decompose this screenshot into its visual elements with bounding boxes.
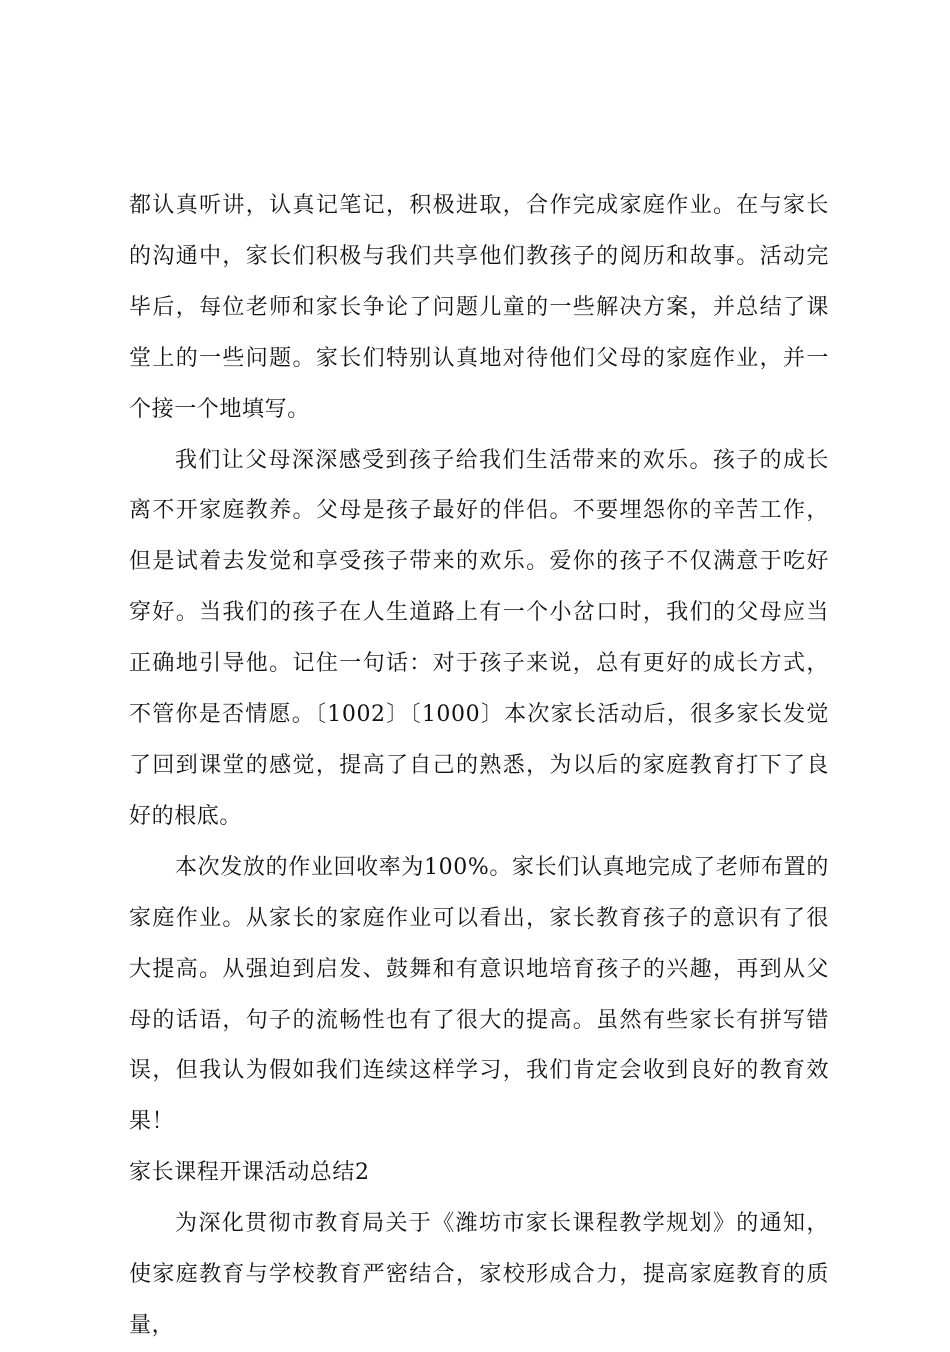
paragraph-continuation: 都认真听讲，认真记笔记，积极进取，合作完成家庭作业。在与家长的沟通中，家长们积极与我们共享他们教孩子的阅历和故事。活动完毕后，每位老师和家长争论了问题儿童的一些解决方案，并总结了课堂上的一些问题。家长们特别认真地对待他们父母的家庭作业，并一个接一个地填写。 bbox=[129, 193, 829, 422]
section-heading: 家长课程开课活动总结2 bbox=[129, 1160, 370, 1186]
paragraph-section-intro: 为深化贯彻市教育局关于《潍坊市家长课程教学规划》的通知，使家庭教育与学校教育严密结合，家校形成合力，提高家庭教育的质量， bbox=[129, 1211, 829, 1338]
document-body bbox=[129, 181, 829, 1352]
paragraph-parents-joy: 我们让父母深深感受到孩子给我们生活带来的欢乐。孩子的成长离不开家庭教养。父母是孩子最好的伴侣。不要埋怨你的辛苦工作，但是试着去发觉和享受孩子带来的欢乐。爱你的孩子不仅满意于吃好穿好。当我们的孩子在人生道路上有一个小岔口时，我们的父母应当正确地引导他。记住一句话：对于孩子来说，总有更好的成长方式，不管你是否情愿。〔1002〕〔1000〕本次家长活动后，很多家长发觉了回到课堂的感觉，提高了自己的熟悉，为以后的家庭教育打下了良好的根底。 bbox=[129, 447, 829, 829]
paragraph-homework-results: 本次发放的作业回收率为100%。家长们认真地完成了老师布置的家庭作业。从家长的家庭作业可以看出，家长教育孩子的意识有了很大提高。从强迫到启发、鼓舞和有意识地培育孩子的兴趣，再到从父母的话语，句子的流畅性也有了很大的提高。虽然有些家长有拼写错误，但我认为假如我们连续这样学习，我们肯定会收到良好的教育效果！ bbox=[129, 854, 829, 1135]
